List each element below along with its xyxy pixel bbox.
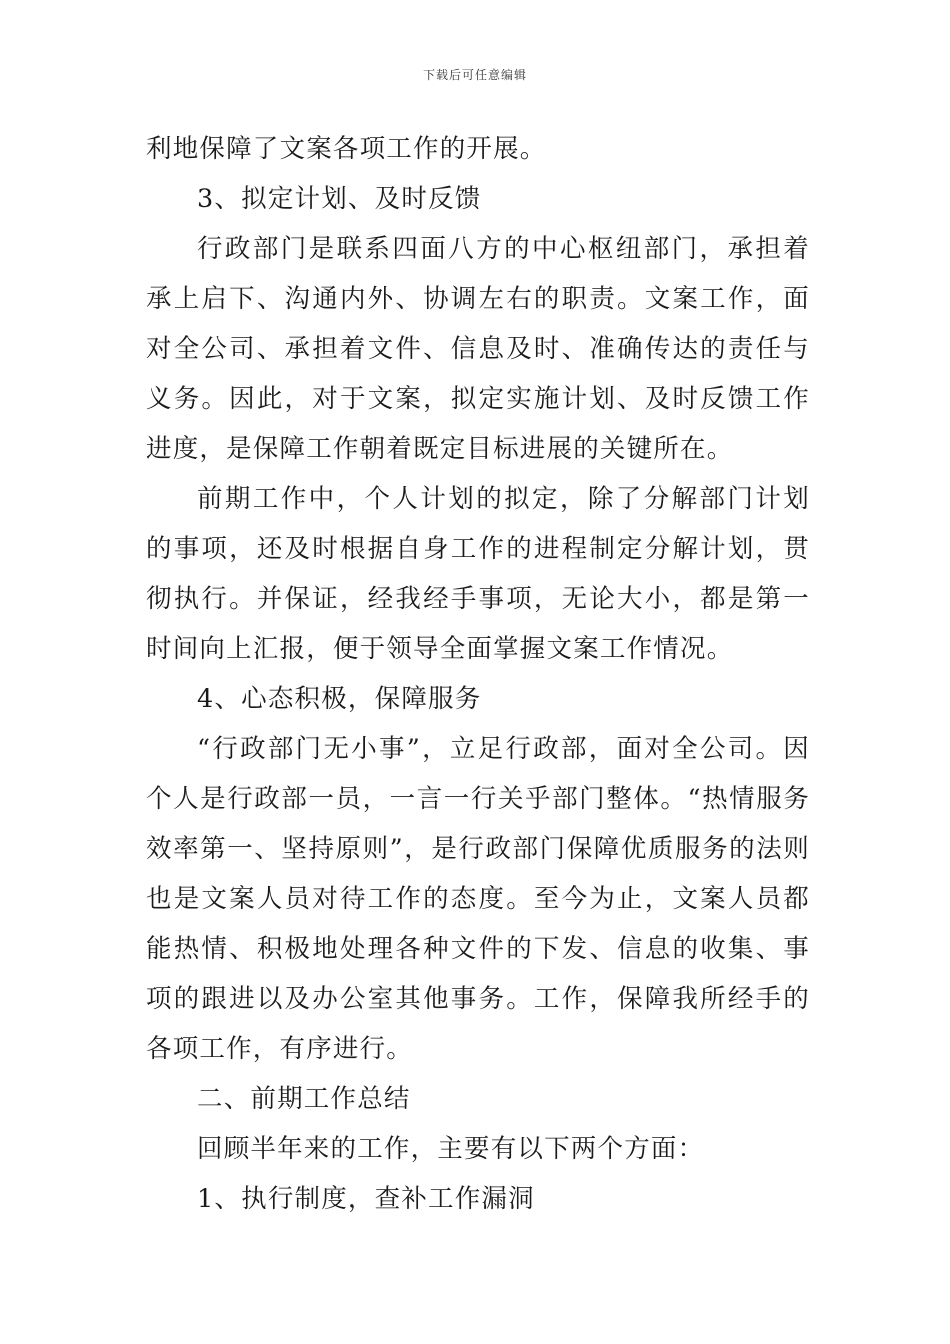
paragraph-plan-drafting: 前期工作中，个人计划的拟定，除了分解部门计划的事项，还及时根据自身工作的进程制定分解计划，贯彻执行。并保证，经我经手事项，无论大小，都是第一时间向上汇报，便于领导全面掌握文案工作情况。 [146, 484, 810, 664]
paragraph-admin-role: 行政部门是联系四面八方的中心枢纽部门，承担着承上启下、沟通内外、协调左右的职责。文案工作，面对全公司、承担着文件、信息及时、准确传达的责任与义务。因此，对于文案，拟定实施计划、及时反馈工作进度，是保障工作朝着既定目标进展的关键所在。 [146, 234, 810, 464]
page-header-note: 下载后可任意编辑 [422, 68, 527, 82]
section-heading-4: 4、心态积极，保障服务 [197, 684, 482, 714]
paragraph-review-intro: 回顾半年来的工作，主要有以下两个方面： [197, 1134, 705, 1164]
paragraph-service-attitude: “行政部门无小事”，立足行政部，面对全公司。因个人是行政部一员，一言一行关乎部门整体。“热情服务效率第一、坚持原则”，是行政部门保障优质服务的法则也是文案人员对待工作的态度。至今为止，文案人员都能热情、积极地处理各种文件的下发、信息的收集、事项的跟进以及办公室其他事务。工作，保障我所经手的各项工作，有序进行。 [146, 734, 810, 1064]
section-heading-3: 3、拟定计划、及时反馈 [197, 184, 482, 214]
document-body [146, 124, 810, 1224]
section-heading-1: 1、执行制度，查补工作漏洞 [197, 1184, 535, 1214]
paragraph-continuation: 利地保障了文案各项工作的开展。 [146, 134, 547, 164]
section-heading-two: 二、前期工作总结 [197, 1084, 411, 1114]
